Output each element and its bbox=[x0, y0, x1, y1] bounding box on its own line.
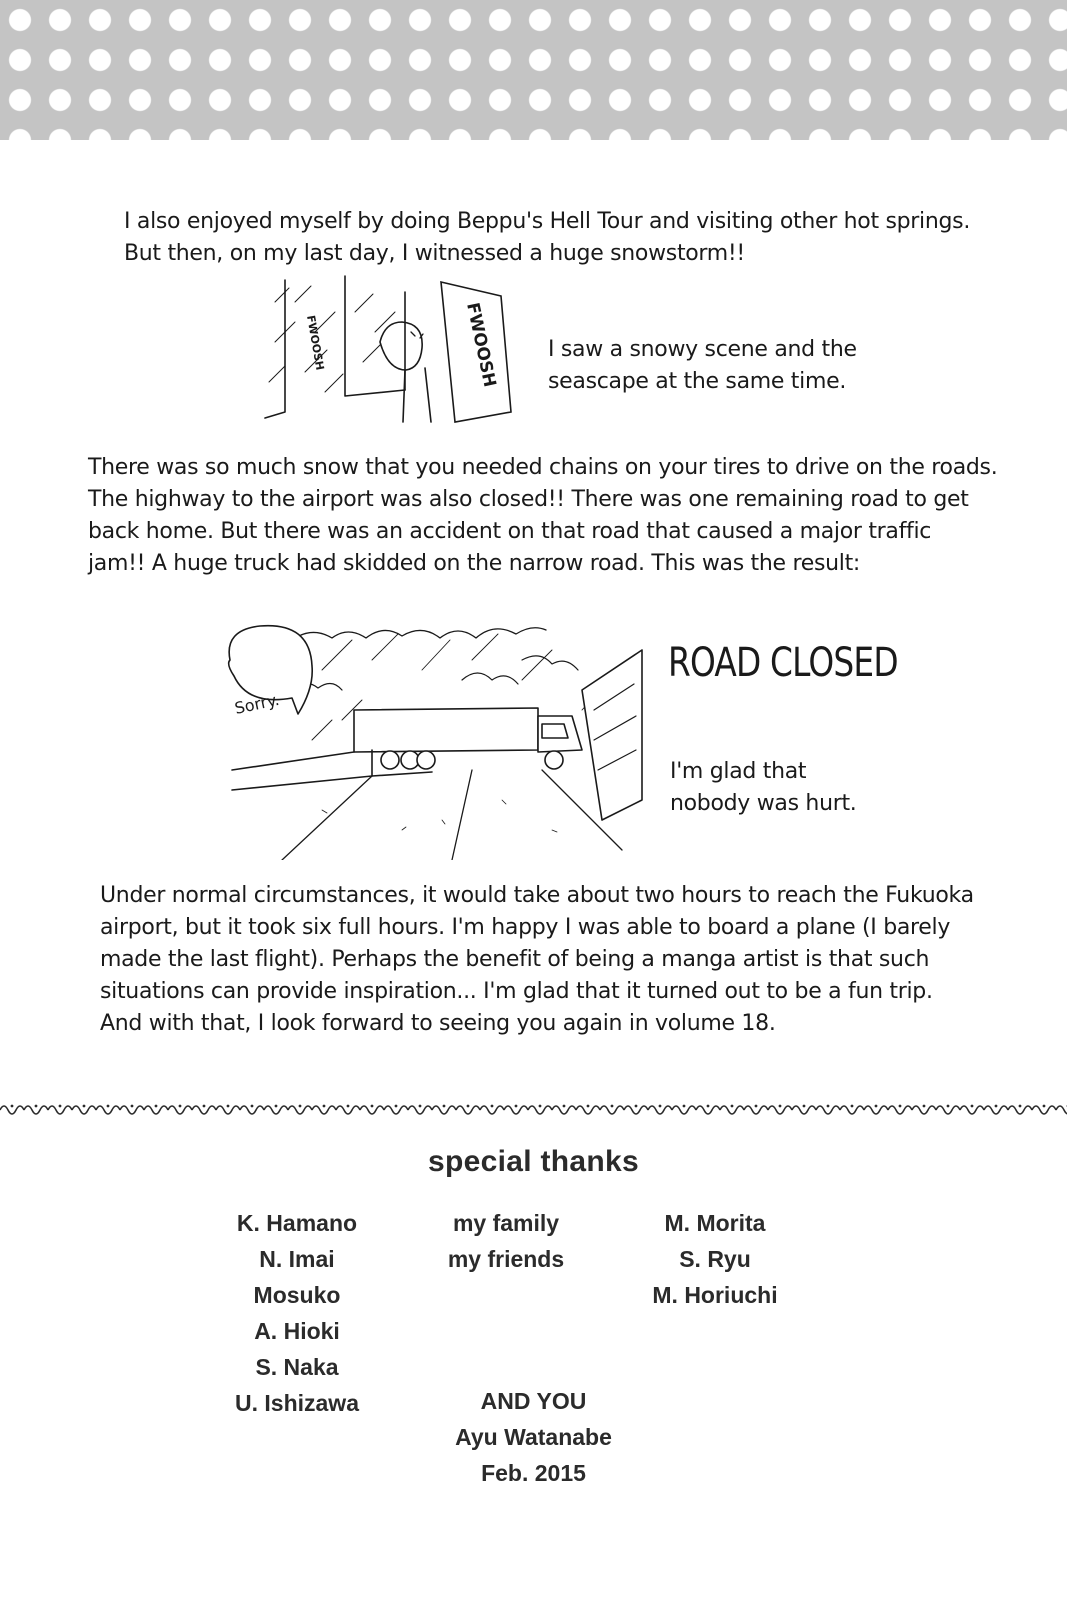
text-line: Under normal circumstances, it would take about two hours to reach the Fukuoka bbox=[100, 883, 974, 908]
text-line: made the last flight). Perhaps the benefit of being a manga artist is that such bbox=[100, 947, 930, 972]
thanks-name: M. Horiuchi bbox=[652, 1282, 778, 1308]
text-line: airport, but it took six full hours. I'm happy I was able to board a plane (I barely bbox=[100, 915, 951, 940]
speech-bubble-sorry bbox=[233, 690, 281, 718]
polka-dot-header-band bbox=[0, 0, 1067, 140]
thanks-name: A. Hioki bbox=[254, 1318, 340, 1344]
text-line: The highway to the airport was also closed!! There was one remaining road to get bbox=[88, 487, 969, 512]
thanks-name: N. Imai bbox=[259, 1246, 335, 1272]
text-line: nobody was hurt. bbox=[670, 791, 857, 816]
text-line: But then, on my last day, I witnessed a huge snowstorm!! bbox=[124, 241, 745, 266]
text-line: jam!! A huge truck had skidded on the narrow road. This was the result: bbox=[88, 551, 861, 576]
thanks-name: my friends bbox=[447, 1246, 565, 1272]
caption-nobody-hurt bbox=[670, 756, 857, 820]
thanks-column-middle bbox=[406, 1206, 606, 1278]
caption-snowy-scene bbox=[548, 334, 857, 398]
truck-accident-illustration bbox=[222, 600, 662, 860]
closing-and-you: AND YOU bbox=[480, 1388, 587, 1414]
thanks-name: S. Ryu bbox=[679, 1246, 751, 1272]
text-line: I saw a snowy scene and the bbox=[548, 337, 857, 362]
text-line: There was so much snow that you needed chains on your tires to drive on the roads. bbox=[88, 455, 998, 480]
closing-signature bbox=[0, 1384, 1067, 1492]
text-line: I also enjoyed myself by doing Beppu's Hell Tour and visiting other hot springs. bbox=[124, 209, 971, 234]
text-line: And with that, I look forward to seeing you again in volume 18. bbox=[100, 1011, 776, 1036]
text-line: seascape at the same time. bbox=[548, 369, 847, 394]
sfx-fwoosh-left bbox=[304, 314, 326, 371]
svg-text:FWOOSH: FWOOSH bbox=[462, 300, 500, 389]
thanks-name: my family bbox=[452, 1210, 560, 1236]
paragraph-fukuoka-trip bbox=[100, 880, 974, 1040]
paragraph-hot-springs bbox=[124, 206, 970, 270]
thanks-name: Mosuko bbox=[253, 1282, 341, 1308]
thanks-name: K. Hamano bbox=[236, 1210, 358, 1236]
road-closed-heading: ROAD CLOSED bbox=[668, 640, 898, 686]
author-name: Ayu Watanabe bbox=[455, 1424, 612, 1450]
thanks-name: M. Morita bbox=[664, 1210, 766, 1236]
svg-text:Sorry.: Sorry. bbox=[232, 689, 281, 718]
thanks-column-right bbox=[615, 1206, 815, 1314]
special-thanks-title: special thanks bbox=[428, 1145, 639, 1178]
text-line: I'm glad that bbox=[670, 759, 807, 784]
ornamental-divider bbox=[0, 1100, 1067, 1118]
paragraph-road-conditions bbox=[88, 452, 997, 580]
date: Feb. 2015 bbox=[481, 1460, 586, 1486]
window-snowstorm-illustration bbox=[255, 272, 545, 432]
text-line: back home. But there was an accident on that road that caused a major traffic bbox=[88, 519, 932, 544]
svg-text:FWOOSH: FWOOSH bbox=[304, 314, 327, 372]
thanks-name: U. Ishizawa bbox=[235, 1390, 359, 1416]
thanks-name: S. Naka bbox=[255, 1354, 339, 1380]
text-line: situations can provide inspiration... I'm glad that it turned out to be a fun trip. bbox=[100, 979, 933, 1004]
